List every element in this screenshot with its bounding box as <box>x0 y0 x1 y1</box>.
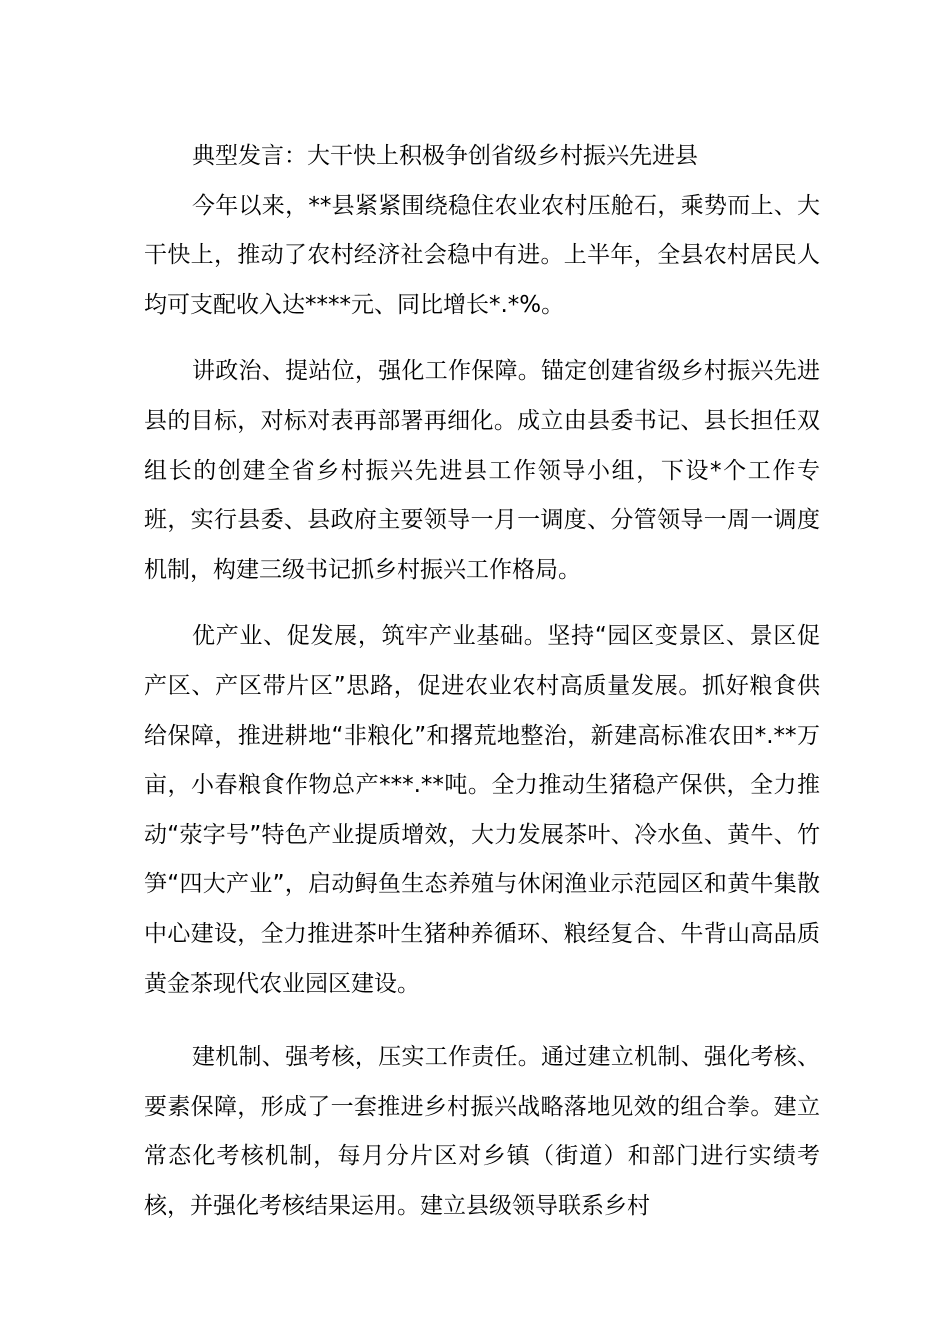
document-body <box>144 132 820 1231</box>
paragraph-politics: 讲政治、提站位，强化工作保障。锚定创建省级乡村振兴先进县的目标，对标对表再部署再细化。成立由县委书记、县长担任双组长的创建全省乡村振兴先进县工作领导小组，下设*个工作专班，实行县委、县政府主要领导一月一调度、分管领导一周一调度机制，构建三级书记抓乡村振兴工作格局。 <box>144 358 820 583</box>
paragraph-mechanism: 建机制、强考核，压实工作责任。通过建立机制、强化考核、要素保障，形成了一套推进乡村振兴战略落地见效的组合拳。建立常态化考核机制，每月分片区对乡镇（街道）和部门进行实绩考核，并强化考核结果运用。建立县级领导联系乡村 <box>144 1044 820 1219</box>
paragraph-intro: 今年以来，**县紧紧围绕稳住农业农村压舱石，乘势而上、大干快上，推动了农村经济社会稳中有进。上半年，全县农村居民人均可支配收入达****元、同比增长*.*%。 <box>144 192 820 318</box>
paragraph-industry: 优产业、促发展，筑牢产业基础。坚持“园区变景区、景区促产区、产区带片区”思路，促进农业农村高质量发展。抓好粮食供给保障，推进耕地“非粮化”和撂荒地整治，新建高标准农田*.**万亩，小春粮食作物总产***.**吨。全力推动生猪稳产保供，全力推动“荥字号”特色产业提质增效，大力发展茶叶、冷水鱼、黄牛、竹笋“四大产业”，启动鲟鱼生态养殖与休闲渔业示范园区和黄牛集散中心建设，全力推进茶叶生猪种养循环、粮经复合、牛背山高品质黄金茶现代农业园区建设。 <box>144 623 820 997</box>
document-title: 典型发言：大干快上积极争创省级乡村振兴先进县 <box>192 143 698 169</box>
